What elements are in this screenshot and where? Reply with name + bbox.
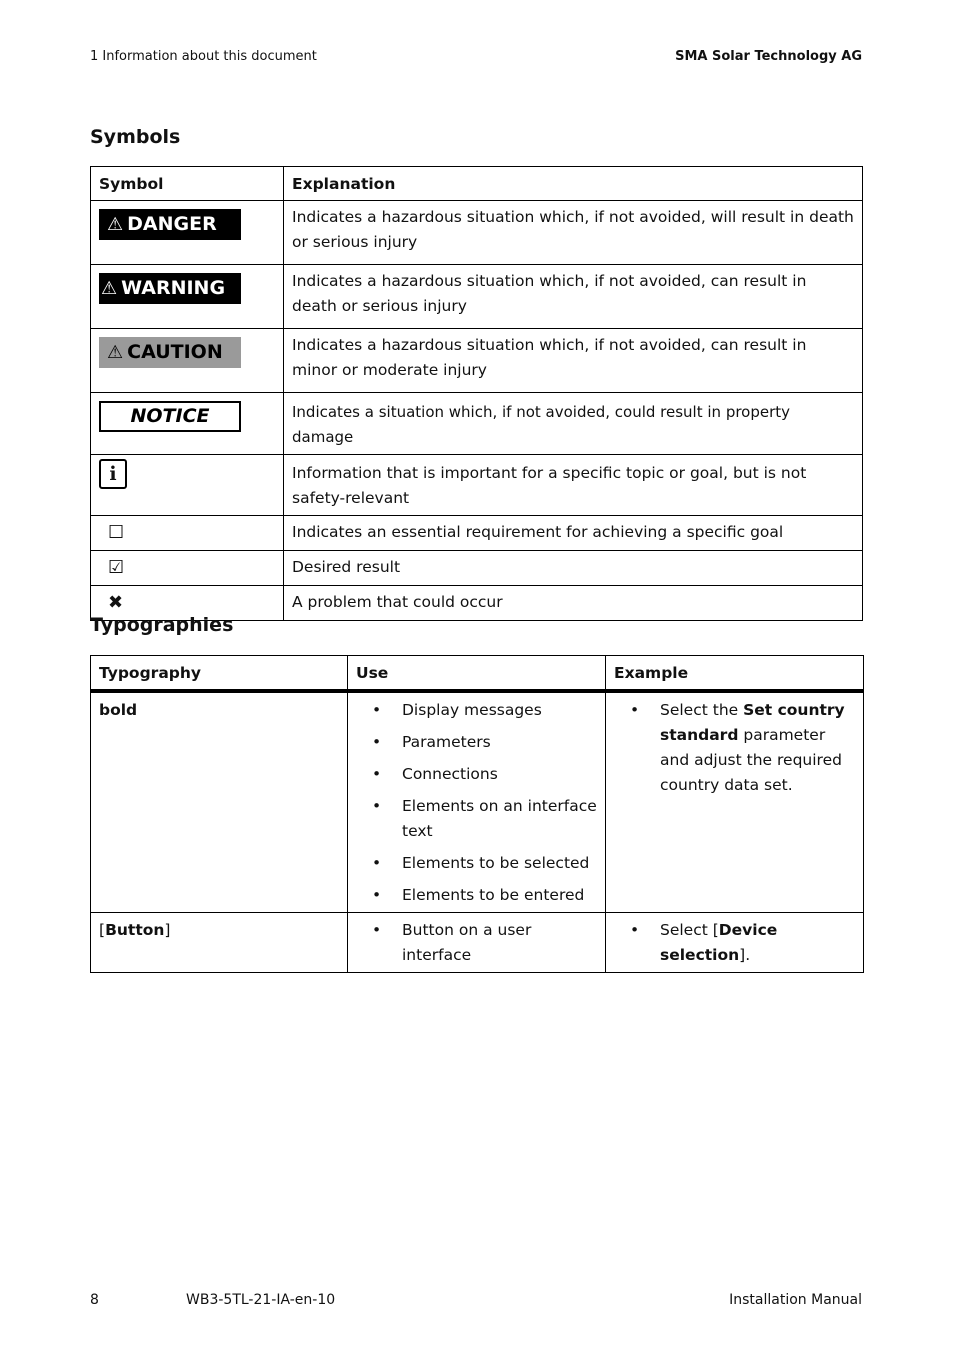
list-item: • Select [Device selection]. xyxy=(614,918,855,968)
list-item: • Display messages xyxy=(356,698,597,723)
table-row xyxy=(91,201,863,265)
header-company: SMA Solar Technology AG xyxy=(675,49,862,64)
example-list xyxy=(614,918,855,968)
notice-badge: NOTICE xyxy=(99,401,241,432)
col-use-header: Use xyxy=(348,656,606,692)
warning-triangle-icon: ⚠ xyxy=(107,342,124,363)
symbols-heading: Symbols xyxy=(90,126,181,148)
symbols-header-row xyxy=(91,167,863,201)
warning-triangle-icon: ⚠ xyxy=(107,214,124,235)
example-cell xyxy=(606,691,864,913)
caution-badge: ⚠ CAUTION xyxy=(99,337,241,368)
table-row xyxy=(91,691,864,913)
typographies-header-row xyxy=(91,656,864,692)
col-typography-header: Typography xyxy=(91,656,348,692)
checkbox-checked-icon: ☑ xyxy=(108,557,125,578)
explanation-cell: Desired result xyxy=(284,551,863,586)
example-list xyxy=(614,698,855,798)
checkbox-empty-icon: ☐ xyxy=(108,522,125,543)
table-row xyxy=(91,393,863,455)
col-symbol-header: Symbol xyxy=(91,167,284,201)
use-cell xyxy=(348,913,606,973)
list-item: • Button on a user interface xyxy=(356,918,597,968)
use-list xyxy=(356,698,597,908)
doc-code: WB3-5TL-21-IA-en-10 xyxy=(186,1292,336,1308)
table-row xyxy=(91,455,863,516)
warning-badge: ⚠ WARNING xyxy=(99,273,241,304)
typographies-heading: Typographies xyxy=(90,614,234,636)
table-row xyxy=(91,265,863,329)
cross-icon: ✖ xyxy=(108,592,124,613)
explanation-cell: Indicates an essential requirement for achieving a specific goal xyxy=(284,516,863,551)
example-cell xyxy=(606,913,864,973)
explanation-cell: Information that is important for a specific topic or goal, but is not safety-relevant xyxy=(284,455,863,516)
symbols-table xyxy=(90,166,863,621)
page-number: 8 xyxy=(90,1292,99,1308)
info-icon: i xyxy=(99,459,127,489)
warning-triangle-icon: ⚠ xyxy=(101,278,118,299)
use-cell xyxy=(348,691,606,913)
header-section: 1 Information about this document xyxy=(90,49,317,64)
explanation-cell: Indicates a hazardous situation which, if not avoided, will result in death or serious injury xyxy=(284,201,863,265)
typography-button-cell: [Button] xyxy=(91,913,348,973)
danger-badge: ⚠ DANGER xyxy=(99,209,241,240)
list-item: • Elements on an interface text xyxy=(356,794,597,844)
list-item: • Connections xyxy=(356,762,597,787)
table-row xyxy=(91,329,863,393)
typographies-table xyxy=(90,655,864,973)
table-row xyxy=(91,551,863,586)
use-list xyxy=(356,918,597,968)
table-row xyxy=(91,913,864,973)
explanation-cell: Indicates a hazardous situation which, if not avoided, can result in minor or moderate injury xyxy=(284,329,863,393)
list-item: • Elements to be entered xyxy=(356,883,597,908)
typography-bold-cell: bold xyxy=(91,691,348,913)
explanation-cell: Indicates a hazardous situation which, if not avoided, can result in death or serious injury xyxy=(284,265,863,329)
list-item: • Parameters xyxy=(356,730,597,755)
table-row xyxy=(91,516,863,551)
list-item: • Elements to be selected xyxy=(356,851,597,876)
col-explanation-header: Explanation xyxy=(284,167,863,201)
list-item: • Select the Set country standard parameter and adjust the required country data set. xyxy=(614,698,855,798)
explanation-cell: A problem that could occur xyxy=(284,586,863,621)
doc-title: Installation Manual xyxy=(729,1292,862,1308)
col-example-header: Example xyxy=(606,656,864,692)
explanation-cell: Indicates a situation which, if not avoided, could result in property damage xyxy=(284,393,863,455)
